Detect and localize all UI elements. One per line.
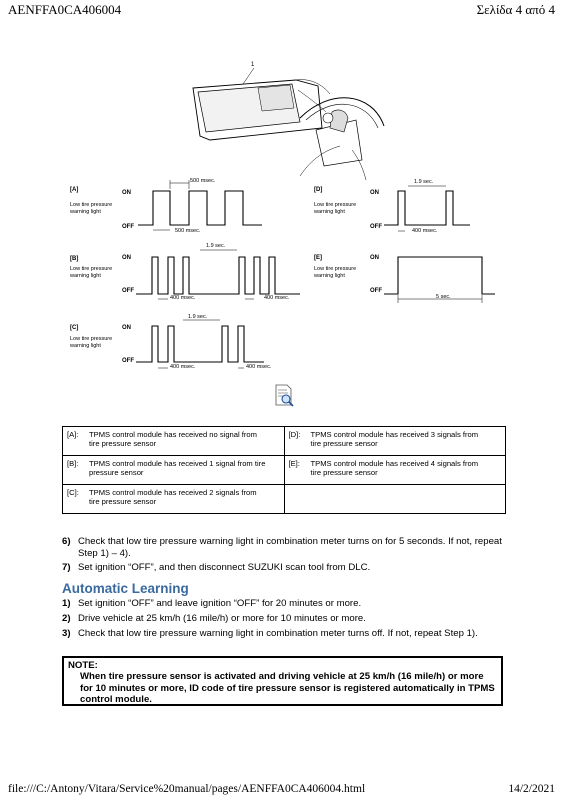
svg-text:[E]: [E] [314, 255, 322, 261]
svg-text:[D]: [D] [314, 187, 323, 193]
panel-d [313, 179, 470, 234]
svg-text:1.9 sec.: 1.9 sec. [188, 314, 208, 320]
legend-cell: [E]: TPMS control module has received 4 signals from tire pressure sensor [284, 456, 506, 485]
svg-text:500 msec.: 500 msec. [190, 178, 216, 184]
note-box [62, 656, 503, 706]
zoom-document-icon[interactable] [276, 385, 293, 406]
svg-text:warning light: warning light [70, 209, 101, 215]
svg-text:ON: ON [122, 255, 131, 261]
scan-tool-illustration [193, 62, 384, 180]
svg-text:400 msec.: 400 msec. [170, 295, 196, 301]
svg-text:5 sec.: 5 sec. [436, 294, 451, 300]
svg-text:[A]: [A] [70, 187, 79, 193]
svg-text:OFF: OFF [122, 288, 134, 294]
legend-cell: [C]: TPMS control module has received 2 signals from tire pressure sensor [63, 485, 285, 514]
note-body: When tire pressure sensor is activated and driving vehicle at 25 km/h (16 mile/h) or more for 10 minutes or more, ID code of tire pressure sensor is registered automatically in TPMS control module. [80, 671, 495, 705]
svg-text:warning light: warning light [70, 273, 101, 279]
legend-cell-empty [284, 485, 506, 514]
svg-text:1.9 sec.: 1.9 sec. [206, 243, 226, 249]
svg-text:400 msec.: 400 msec. [170, 364, 196, 370]
page-label: Σελίδα 4 από 4 [476, 2, 555, 17]
svg-text:ON: ON [122, 325, 131, 331]
panel-a [69, 178, 262, 234]
svg-text:500 msec.: 500 msec. [175, 228, 201, 234]
section-title: Automatic Learning [62, 581, 189, 596]
legend-table [62, 426, 506, 514]
panel-e [313, 255, 495, 303]
panel-b [69, 243, 300, 301]
svg-text:Low tire pressure: Low tire pressure [314, 202, 357, 208]
svg-text:Low tire pressure: Low tire pressure [314, 266, 357, 272]
svg-text:400 msec.: 400 msec. [246, 364, 272, 370]
footer-path: file:///C:/Antony/Vitara/Service%20manual/pages/AENFFA0CA406004.html [8, 783, 366, 795]
svg-text:Low tire pressure: Low tire pressure [70, 266, 113, 272]
note-title: NOTE: [68, 660, 98, 671]
legend-cell: [B]: TPMS control module has received 1 signal from tire pressure sensor [63, 456, 285, 485]
svg-text:[B]: [B] [70, 256, 79, 262]
svg-text:ON: ON [370, 255, 379, 261]
step-7: 7) Set ignition “OFF”, and then disconnect SUZUKI scan tool from DLC. [62, 562, 371, 573]
svg-text:1.9 sec.: 1.9 sec. [414, 179, 434, 185]
svg-text:warning light: warning light [70, 343, 101, 349]
svg-text:ON: ON [370, 190, 379, 196]
auto-step-3: 3) Check that low tire pressure warning light in combination meter turns off. If not, repeat Step 1). [62, 628, 478, 639]
svg-text:warning light: warning light [314, 209, 345, 215]
auto-step-2: 2) Drive vehicle at 25 km/h (16 mile/h) or more for 10 minutes or more. [62, 613, 366, 624]
svg-text:OFF: OFF [370, 288, 382, 294]
svg-text:Low tire pressure: Low tire pressure [70, 202, 113, 208]
legend-cell: [A]: TPMS control module has received no signal from tire pressure sensor [63, 427, 285, 456]
svg-text:OFF: OFF [122, 358, 134, 364]
legend-cell: [D]: TPMS control module has received 3 signals from tire pressure sensor [284, 427, 506, 456]
svg-text:Low tire pressure: Low tire pressure [70, 336, 113, 342]
svg-text:warning light: warning light [314, 273, 345, 279]
doc-id: AENFFA0CA406004 [8, 2, 122, 17]
svg-text:400 msec.: 400 msec. [412, 228, 438, 234]
svg-text:OFF: OFF [370, 224, 382, 230]
svg-text:OFF: OFF [122, 224, 134, 230]
step-6: 6) Check that low tire pressure warning light in combination meter turns on for 5 seconds. If not, repeat Step 1) – 4). [62, 536, 502, 559]
svg-text:[C]: [C] [70, 325, 79, 331]
auto-step-1: 1) Set ignition “OFF” and leave ignition “OFF” for 20 minutes or more. [62, 598, 362, 609]
callout-number: 1 [251, 62, 255, 68]
svg-text:ON: ON [122, 190, 131, 196]
panel-c [69, 314, 272, 370]
svg-text:400 msec.: 400 msec. [264, 295, 290, 301]
footer-date: 14/2/2021 [508, 783, 555, 795]
